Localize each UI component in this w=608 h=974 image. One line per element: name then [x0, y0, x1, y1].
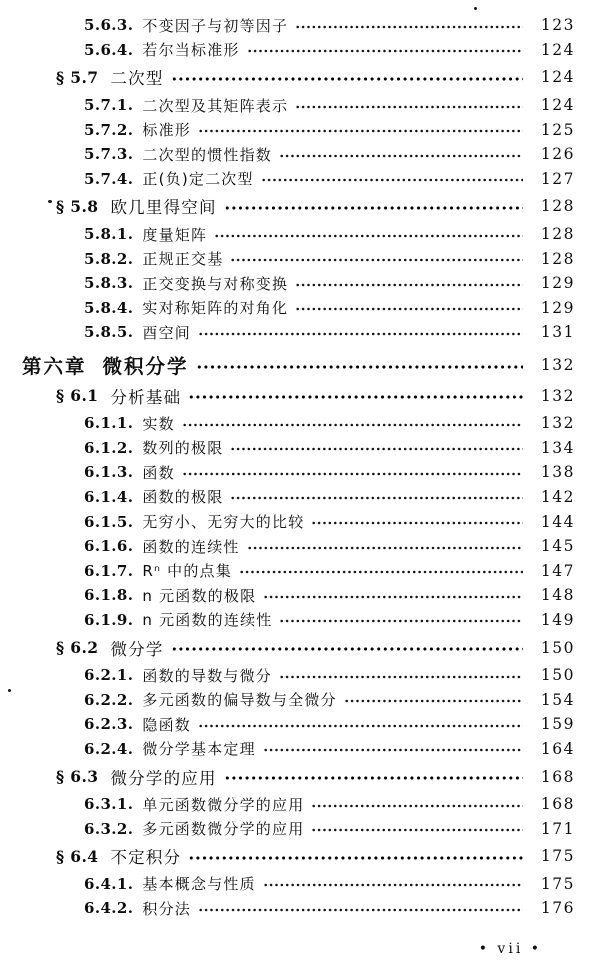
toc-entry [0, 93, 608, 118]
entry-title: 正交变换与对称变换 [142, 274, 289, 293]
entry-number: 6.2.3. [84, 715, 134, 734]
entry-number: 6.3.2. [84, 819, 134, 838]
scan-speck [8, 689, 11, 692]
toc-entry [0, 608, 608, 633]
toc-entry [0, 320, 608, 345]
entry-number: 5.8.4. [84, 298, 134, 317]
entry-number: 6.4.1. [84, 874, 134, 893]
entry-page: 150 [540, 638, 575, 657]
entry-title: 若尔当标准形 [142, 41, 240, 60]
entry-title: 二次型 [110, 69, 164, 89]
entry-number: 5.7.4. [84, 169, 134, 188]
entry-page: 142 [540, 487, 575, 506]
entry-title: 无穷小、无穷大的比较 [142, 513, 305, 532]
toc-entry [0, 509, 608, 534]
dot-leader [344, 687, 523, 712]
entry-number: § 6.3 [56, 767, 99, 787]
entry-title: 函数的连续性 [142, 537, 240, 556]
dot-leader [171, 65, 523, 90]
entry-number: 6.4.2. [84, 899, 134, 918]
entry-page: 176 [540, 899, 575, 918]
entry-title: 酉空间 [142, 323, 191, 342]
dot-leader [279, 663, 523, 688]
dot-leader [263, 737, 523, 762]
toc-entry [0, 844, 608, 869]
dot-leader [171, 635, 523, 660]
entry-title: 不定积分 [110, 848, 182, 868]
dot-leader [182, 411, 523, 436]
entry-page: 132 [540, 386, 575, 405]
toc-entry [0, 271, 608, 296]
entry-number: 6.1.2. [84, 438, 134, 457]
dot-leader [295, 13, 523, 38]
entry-number: 6.1.6. [84, 537, 134, 556]
entry-number: 6.1.5. [84, 512, 134, 531]
entry-title: 多元函数微分学的应用 [142, 820, 305, 839]
entry-title: 分析基础 [110, 387, 182, 407]
entry-page: 132 [540, 356, 575, 375]
entry-number: 6.1.3. [84, 463, 134, 482]
dot-leader [230, 436, 523, 461]
entry-title: 不变因子与初等因子 [142, 16, 289, 35]
toc-entry [0, 663, 608, 688]
entry-page: 154 [540, 690, 575, 709]
dot-leader [230, 246, 523, 271]
dot-leader [247, 534, 523, 559]
toc-entry [0, 460, 608, 485]
toc-entry [0, 764, 608, 789]
entry-number: 6.1.9. [84, 610, 134, 629]
dot-leader [279, 142, 523, 167]
entry-page: 164 [540, 739, 575, 758]
dot-leader [230, 485, 523, 510]
dot-leader [224, 764, 523, 789]
entry-title: 基本概念与性质 [142, 875, 256, 894]
entry-page: 145 [540, 537, 575, 556]
entry-page: 128 [540, 197, 575, 216]
toc-entry [0, 65, 608, 90]
entry-title: n 元函数的连续性 [142, 611, 273, 630]
dot-leader [311, 509, 523, 534]
dot-leader [263, 583, 523, 608]
entry-number: 5.8.2. [84, 249, 134, 268]
dot-leader [295, 296, 523, 321]
toc-entry [0, 485, 608, 510]
toc-entry [0, 436, 608, 461]
entry-number: 5.7.3. [84, 145, 134, 164]
dot-leader [311, 792, 523, 817]
scan-speck [48, 200, 52, 203]
toc-entry [0, 117, 608, 142]
entry-page: 149 [540, 610, 575, 629]
page-footer: • vii • [478, 941, 542, 957]
entry-number: 5.6.4. [84, 40, 134, 59]
toc-entry [0, 296, 608, 321]
entry-number: § 6.4 [56, 846, 99, 866]
entry-title: 二次型及其矩阵表示 [142, 96, 289, 115]
entry-number: 第六章 [22, 355, 87, 379]
dot-leader [261, 167, 523, 192]
entry-page: 129 [540, 274, 575, 293]
entry-title: 函数的极限 [142, 488, 224, 507]
entry-number: 6.1.4. [84, 487, 134, 506]
entry-title: 微积分学 [102, 355, 189, 379]
dot-leader [198, 896, 523, 921]
entry-page: 128 [540, 225, 575, 244]
entry-page: 124 [540, 96, 575, 115]
dot-leader [198, 712, 523, 737]
entry-number: 6.3.1. [84, 795, 134, 814]
entry-title: 隐函数 [142, 715, 191, 734]
entry-title: 数列的极限 [142, 439, 224, 458]
entry-title: 实数 [142, 414, 175, 433]
toc-entry [0, 194, 608, 219]
dot-leader [311, 816, 523, 841]
entry-page: 132 [540, 414, 575, 433]
toc-entry [0, 383, 608, 408]
entry-number: § 6.2 [56, 638, 99, 658]
entry-number: 6.1.1. [84, 414, 134, 433]
entry-page: 129 [540, 298, 575, 317]
entry-title: 多元函数的偏导数与全微分 [142, 691, 337, 710]
toc-entry [0, 816, 608, 841]
dot-leader [188, 844, 523, 869]
toc-entry [0, 737, 608, 762]
entry-title: 单元函数微分学的应用 [142, 795, 305, 814]
toc-entry [0, 246, 608, 271]
entry-page: 175 [540, 847, 575, 866]
entry-title: 度量矩阵 [142, 225, 208, 244]
entry-page: 123 [540, 16, 575, 35]
dot-leader [182, 460, 523, 485]
entry-page: 175 [540, 874, 575, 893]
entry-page: 147 [540, 561, 575, 580]
entry-page: 168 [540, 767, 575, 786]
toc-entry [0, 534, 608, 559]
entry-title: 标准形 [142, 121, 191, 140]
dot-leader [198, 320, 523, 345]
entry-number: § 5.8 [56, 196, 99, 216]
dot-leader [188, 383, 523, 408]
entry-number: § 5.7 [56, 67, 99, 87]
entry-title: 欧几里得空间 [110, 198, 217, 218]
entry-title: Rⁿ 中的点集 [142, 562, 232, 581]
toc-entry [0, 583, 608, 608]
scan-speck [474, 7, 477, 10]
entry-number: 6.1.7. [84, 561, 134, 580]
entry-page: 150 [540, 666, 575, 685]
toc-entry [0, 792, 608, 817]
entry-title: 正(负)定二次型 [142, 170, 254, 189]
entry-page: 124 [540, 40, 575, 59]
entry-title: 正规正交基 [142, 250, 224, 269]
dot-leader [239, 558, 523, 583]
entry-page: 159 [540, 715, 575, 734]
toc-entry [0, 712, 608, 737]
toc-entry [0, 167, 608, 192]
entry-page: 124 [540, 68, 575, 87]
entry-title: 微分学 [110, 639, 164, 659]
entry-title: 函数的导数与微分 [142, 666, 272, 685]
entry-number: 6.2.2. [84, 690, 134, 709]
dot-leader [224, 194, 523, 219]
toc-entry [0, 222, 608, 247]
entry-number: § 6.1 [56, 386, 99, 406]
dot-leader [196, 353, 523, 378]
entry-page: 134 [540, 438, 575, 457]
dot-leader [295, 271, 523, 296]
toc-entry [0, 38, 608, 63]
entry-page: 138 [540, 463, 575, 482]
entry-title: 积分法 [142, 899, 191, 918]
entry-page: 127 [540, 169, 575, 188]
entry-title: 二次型的惯性指数 [142, 145, 272, 164]
entry-page: 148 [540, 586, 575, 605]
entry-page: 125 [540, 120, 575, 139]
dot-leader [263, 872, 523, 897]
entry-number: 5.7.2. [84, 120, 134, 139]
toc-entry [0, 896, 608, 921]
toc-list [0, 13, 608, 921]
entry-page: 131 [540, 323, 575, 342]
entry-number: 5.8.3. [84, 274, 134, 293]
entry-page: 168 [540, 795, 575, 814]
toc-entry [0, 558, 608, 583]
dot-leader [295, 93, 523, 118]
entry-number: 5.6.3. [84, 16, 134, 35]
entry-page: 126 [540, 145, 575, 164]
entry-number: 5.8.5. [84, 323, 134, 342]
entry-title: n 元函数的极限 [142, 586, 257, 605]
entry-number: 5.7.1. [84, 96, 134, 115]
entry-number: 6.1.8. [84, 586, 134, 605]
dot-leader [198, 117, 523, 142]
entry-title: 函数 [142, 463, 175, 482]
entry-page: 144 [540, 512, 575, 531]
toc-entry [0, 872, 608, 897]
entry-page: 128 [540, 249, 575, 268]
entry-title: 微分学的应用 [110, 768, 217, 788]
entry-title: 微分学基本定理 [142, 740, 256, 759]
dot-leader [214, 222, 523, 247]
entry-number: 6.2.4. [84, 739, 134, 758]
toc-entry [0, 635, 608, 660]
toc-entry [0, 142, 608, 167]
toc-entry [0, 13, 608, 38]
toc-entry [0, 687, 608, 712]
dot-leader [279, 608, 523, 633]
entry-page: 171 [540, 819, 575, 838]
entry-number: 6.2.1. [84, 666, 134, 685]
toc-entry [0, 411, 608, 436]
entry-title: 实对称矩阵的对角化 [142, 299, 289, 318]
toc-entry [0, 353, 608, 378]
entry-number: 5.8.1. [84, 225, 134, 244]
dot-leader [247, 38, 523, 63]
